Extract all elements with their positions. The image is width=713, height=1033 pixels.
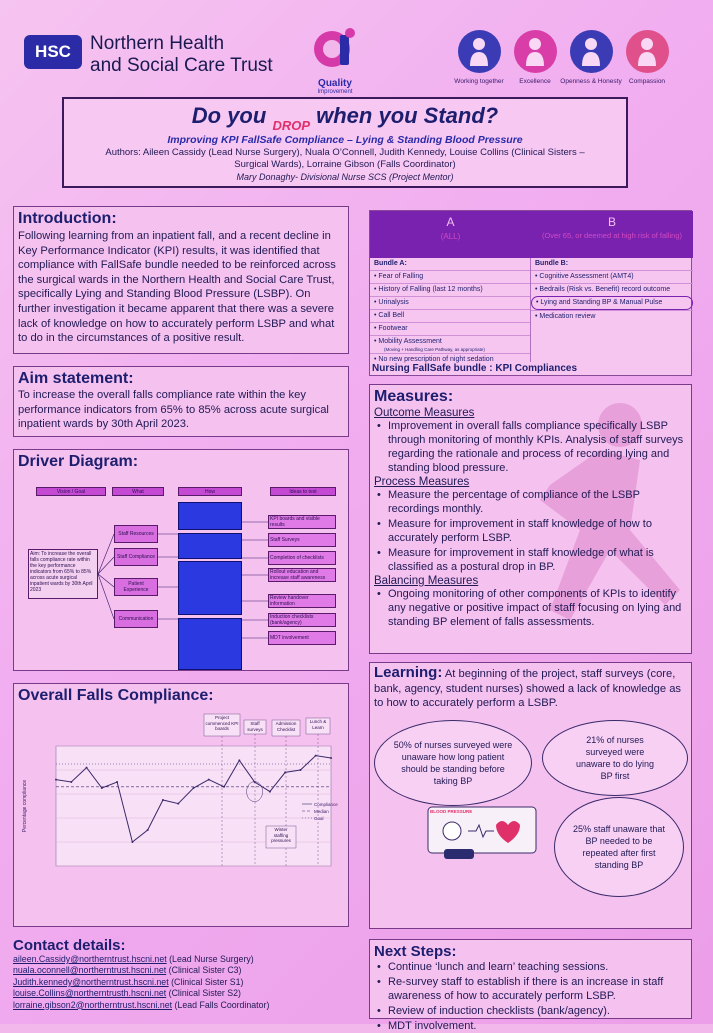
data-point [147, 829, 149, 831]
contact-email[interactable]: Judith.kennedy@northerntrust.hscni.net [13, 976, 169, 987]
kpi-col-a-header [370, 211, 531, 258]
data-point [70, 781, 72, 783]
bundle-b-item: • Cognitive Assessment (AMT4) [531, 270, 693, 283]
contact-entry [13, 1000, 349, 1011]
bundle-b-item-text: Medication review [539, 313, 596, 320]
contact-email[interactable]: aileen.Cassidy@northerntrust.hscni.net [13, 954, 167, 964]
bundle-b-item: • Bedrails (Risk vs. Benefit) record outcome [531, 283, 693, 296]
authors: Authors: Aileen Cassidy (Lead Nurse Surgery), Nuala O’Connell, Judith Kennedy, Louise Collins (Clinical Sisters – Surgical Wards), Lorraine Gibson (Falls Coordinator) [105, 147, 585, 170]
bundle-a-item-text: Urinalysis [378, 299, 409, 306]
learning-bubble-1 [374, 720, 532, 806]
data-point [86, 767, 88, 769]
contact-entry [13, 977, 349, 988]
measure-item: • Measure for improvement in staff knowledge of how to accurately perform LSBP. [374, 517, 687, 545]
value-icon-1 [514, 30, 557, 73]
driver-how-box [178, 502, 242, 530]
measures-section [369, 384, 692, 654]
measure-item: • Continue ‘lunch and learn’ teaching sessions. [374, 960, 687, 974]
kpi-col-b-letter: B [607, 215, 616, 229]
value-icon-3 [626, 30, 669, 73]
value-icon-2 [570, 30, 613, 73]
org-name-line2: and Social Care Trust [90, 55, 273, 76]
driver-aim-box: Aim: To increase the overall falls compliance rate within the key performance indicators from 65% to 85% across acute surgical inpatient wards by 30th April 2023 [28, 549, 98, 599]
balancing-heading: Balancing Measures [374, 575, 479, 587]
contact-heading: Contact details: [13, 937, 126, 954]
data-point [177, 803, 179, 805]
learning-section [369, 662, 692, 929]
legend-label: Median [314, 809, 329, 814]
bundle-a-item-text: Footwear [378, 325, 408, 332]
falls-chart [16, 706, 346, 926]
bp-monitor-illustration [424, 803, 540, 863]
measure-item: • MDT involvement. [374, 1019, 687, 1033]
qi-label-line1: Quality [318, 78, 352, 89]
driver-idea-box: Induction checklists (bank/agency) [268, 613, 336, 627]
bp-label: BLOOD PRESSURE [430, 809, 473, 814]
kpi-col-a-letter: A [446, 215, 455, 229]
driver-idea-box: MDT involvement [268, 631, 336, 645]
kpi-bundle-b [531, 258, 693, 362]
bundle-a-item-text: Call Bell [378, 312, 405, 319]
driver-col-header: What [112, 487, 164, 496]
data-point [299, 769, 301, 771]
next-steps-heading: Next Steps: [374, 943, 457, 960]
contact-email[interactable]: lorraine.gibson2@northerntrust.hscni.net [13, 999, 173, 1010]
kpi-col-b-header [531, 211, 693, 258]
value-icon-0 [458, 30, 501, 73]
bundle-a-item: • Mobility Assessment (Moving + Handling Care Pathway, as appropriate) [370, 335, 530, 353]
bundle-a-item: • Urinalysis [370, 296, 530, 309]
data-point [315, 755, 317, 757]
aim-text: To increase the overall falls compliance rate within the key performance indicators from 65% to 85% across acute surgical inpatient wards by 30th April 2023. [18, 389, 329, 431]
bundle-a-label: Bundle A: [374, 260, 407, 267]
falls-section [13, 683, 349, 927]
bundle-a-item-text: History of Falling (last 12 months) [378, 286, 483, 293]
driver-col-header: How [178, 487, 242, 496]
contact-list [13, 954, 349, 1011]
mentor: Mary Donaghy- Divisional Nurse SCS (Project Mentor) [236, 172, 454, 182]
qi-logo [305, 25, 365, 100]
learning-text: At beginning of the project, staff surveys (core, bank, agency, student nurses) showed a lack of knowledge as to how to accurately perform a LSBP. [374, 668, 682, 710]
next-steps-list [374, 960, 687, 1033]
chart-annotation: Winter staffing pressures [271, 827, 291, 843]
driver-what-box: Staff Compliance [114, 548, 158, 566]
driver-how-box [178, 533, 242, 559]
data-point [238, 759, 240, 761]
data-point [116, 781, 118, 783]
contact-email[interactable]: louise.Collins@northerntrusth.hscni.net [13, 988, 167, 999]
measure-item: • Improvement in overall falls compliance specifically LSBP through monitoring of monthly KPIs. Analysis of staff surveys regarding the rationale and process of recording lying and standing blood pressure. [374, 419, 687, 475]
process-list [374, 488, 687, 574]
bubble-3-text: 25% staff unaware that BP needed to be repeated after first standing BP [573, 824, 665, 870]
outcome-list [374, 419, 687, 475]
bundle-a-item-text: Fear of Falling [378, 273, 424, 280]
data-point [254, 781, 256, 783]
data-point [131, 841, 133, 843]
bundle-b-item-text: Bedrails (Risk vs. Benefit) record outcome [539, 286, 671, 293]
measure-item: • Re-survey staff to establish if there is an increase in staff awareness of how to accurately perform LSBP. [374, 975, 687, 1003]
qi-icon [310, 25, 360, 73]
bundle-a-item-text: Mobility Assessment [378, 338, 442, 345]
driver-idea-box: Rollout education and increase staff awareness [268, 568, 336, 582]
contact-role: (Clinical Sister C3) [168, 965, 242, 976]
subtitle: Improving KPI FallSafe Compliance – Lying & Standing Blood Pressure [167, 134, 523, 146]
driver-col-header: Vision / Goal [36, 487, 106, 496]
bundle-b-item: • Medication review [531, 310, 693, 323]
process-heading: Process Measures [374, 476, 470, 488]
contact-role: (Lead Nurse Surgery) [169, 954, 254, 964]
contact-email[interactable]: nuala.oconnell@northerntrust.hscni.net [13, 965, 167, 976]
contact-section [13, 937, 349, 1019]
kpi-col-a-sub: (ALL) [440, 232, 461, 241]
value-label-3: Compassion [628, 78, 666, 85]
driver-what-box: Patient Experience [114, 578, 158, 596]
measures-heading: Measures: [374, 388, 454, 405]
org-name-line1: Northern Health [90, 33, 225, 54]
driver-idea-box: Review handover information [268, 594, 336, 608]
next-steps-section [369, 939, 692, 1032]
learning-heading: Learning: [374, 664, 443, 681]
driver-what-box: Staff Resources [114, 525, 158, 543]
measure-item: • Measure the percentage of compliance of the LSBP recordings monthly. [374, 488, 687, 516]
kpi-bundle-a [370, 258, 531, 362]
chart-annotation: Project commenced KPI boards [205, 715, 239, 731]
bundle-a-item: • History of Falling (last 12 months) [370, 283, 530, 296]
measure-item: • Measure for improvement in staff knowledge of what is classified as a postural drop in BP. [374, 546, 687, 574]
bundle-a-item-text: No new prescription of night sedation [378, 356, 494, 363]
kpi-col-b-sub: (Over 65, or deemed at high risk of falling) [541, 231, 683, 240]
data-point [269, 791, 271, 793]
intro-text: Following learning from an inpatient fall, and a recent decline in Key Performance Indicator (KPI) results, it was identified that compliance with FallSafe bundle needed to be reinforced across the surgical wards in the Northern Health and Social Care Trust, specifically Lying and Standing Blood Pressure (LSBP). On further investigation it became apparent that there was a severe lack of knowledge on how to accurately perform LSBP and what to do in the circumstances of a positive result. [18, 230, 336, 345]
introduction-section [13, 206, 349, 354]
legend-label: Compliance [314, 802, 338, 807]
learning-bubble-3 [554, 797, 684, 897]
bundle-a-item: • Call Bell [370, 309, 530, 322]
main-title [64, 103, 626, 132]
title-drop: DROP [272, 118, 310, 133]
bundle-b-item-text: Lying and Standing BP & Manual Pulse [540, 299, 663, 306]
aim-section [13, 366, 349, 437]
bundle-a-list [370, 270, 530, 366]
bundle-b-list [531, 270, 693, 323]
aim-heading: Aim statement: [18, 370, 134, 387]
org-name [90, 33, 273, 77]
measure-item: • Ongoing monitoring of other components of KPIs to identify any negative or positive impact of staff focusing on lying and standing BP element of falls assessments. [374, 587, 687, 629]
title-box [62, 97, 628, 188]
mobility-note: (Moving + Handling Care Pathway, as appropriate) [384, 347, 485, 352]
data-point [208, 779, 210, 781]
bundle-b-item-text: Cognitive Assessment (AMT4) [539, 273, 634, 280]
chart-annotation: Lunch & Learn [309, 719, 327, 730]
bundle-a-item: • Fear of Falling [370, 270, 530, 283]
bundle-a-item: • Footwear [370, 322, 530, 335]
y-axis-label: Percentage compliance [22, 779, 28, 833]
driver-how-box [178, 618, 242, 670]
contact-entry [13, 954, 349, 965]
kpi-table [369, 210, 692, 376]
driver-idea-box: Staff Surveys [268, 533, 336, 547]
measure-item: • Review of induction checklists (bank/agency). [374, 1004, 687, 1018]
bundle-a-item: • No new prescription of night sedation [370, 353, 530, 366]
driver-how-box [178, 561, 242, 615]
hsc-logo [24, 35, 82, 69]
legend-label: Goal [314, 816, 324, 821]
title-part1: Do you [191, 103, 267, 128]
qi-label-line2: Improvement [317, 89, 353, 95]
driver-what-box: Communication [114, 610, 158, 628]
hsc-badge-text: HSC [35, 42, 71, 61]
contact-role: (Clinical Sister S1) [171, 976, 244, 987]
value-label-1: Excellence [519, 78, 551, 85]
chart-annotation: Admission Checklist [275, 721, 297, 732]
contact-role: (Clinical Sister S2) [168, 988, 241, 999]
learning-intro [374, 666, 687, 711]
driver-heading: Driver Diagram: [18, 453, 139, 470]
driver-idea-box: KPI boards and visible results [268, 515, 336, 529]
data-point [101, 787, 103, 789]
driver-idea-box: Completion of checklists [268, 551, 336, 565]
intro-heading: Introduction: [18, 210, 117, 227]
value-label-0: Working together [454, 78, 504, 85]
data-point [193, 787, 195, 789]
bundle-b-item: • Lying and Standing BP & Manual Pulse [531, 296, 693, 310]
contact-role: (Lead Falls Coordinator) [174, 999, 270, 1010]
bubble-2-text: 21% of nurses surveyed were unaware to do lying BP first [575, 735, 655, 781]
data-point [330, 757, 332, 759]
kpi-caption: Nursing FallSafe bundle : KPI Compliances [372, 363, 578, 374]
driver-section [13, 449, 349, 671]
bubble-1-text: 50% of nurses surveyed were unaware how long patient should be standing before taking BP [393, 740, 513, 786]
driver-col-header: Ideas to test [270, 487, 336, 496]
data-point [55, 779, 57, 781]
outcome-heading: Outcome Measures [374, 407, 475, 419]
value-label-2: Openness & Honesty [560, 78, 622, 85]
data-point [162, 799, 164, 801]
learning-bubble-2 [542, 720, 688, 796]
contact-entry [13, 988, 349, 999]
bundle-b-label: Bundle B: [535, 260, 569, 267]
falls-heading: Overall Falls Compliance: [18, 687, 214, 704]
contact-entry [13, 965, 349, 976]
driver-diagram [14, 450, 350, 672]
title-part2: when you Stand? [316, 103, 499, 128]
chart-annotation: Staff surveys [247, 721, 263, 732]
balancing-list [374, 587, 687, 629]
